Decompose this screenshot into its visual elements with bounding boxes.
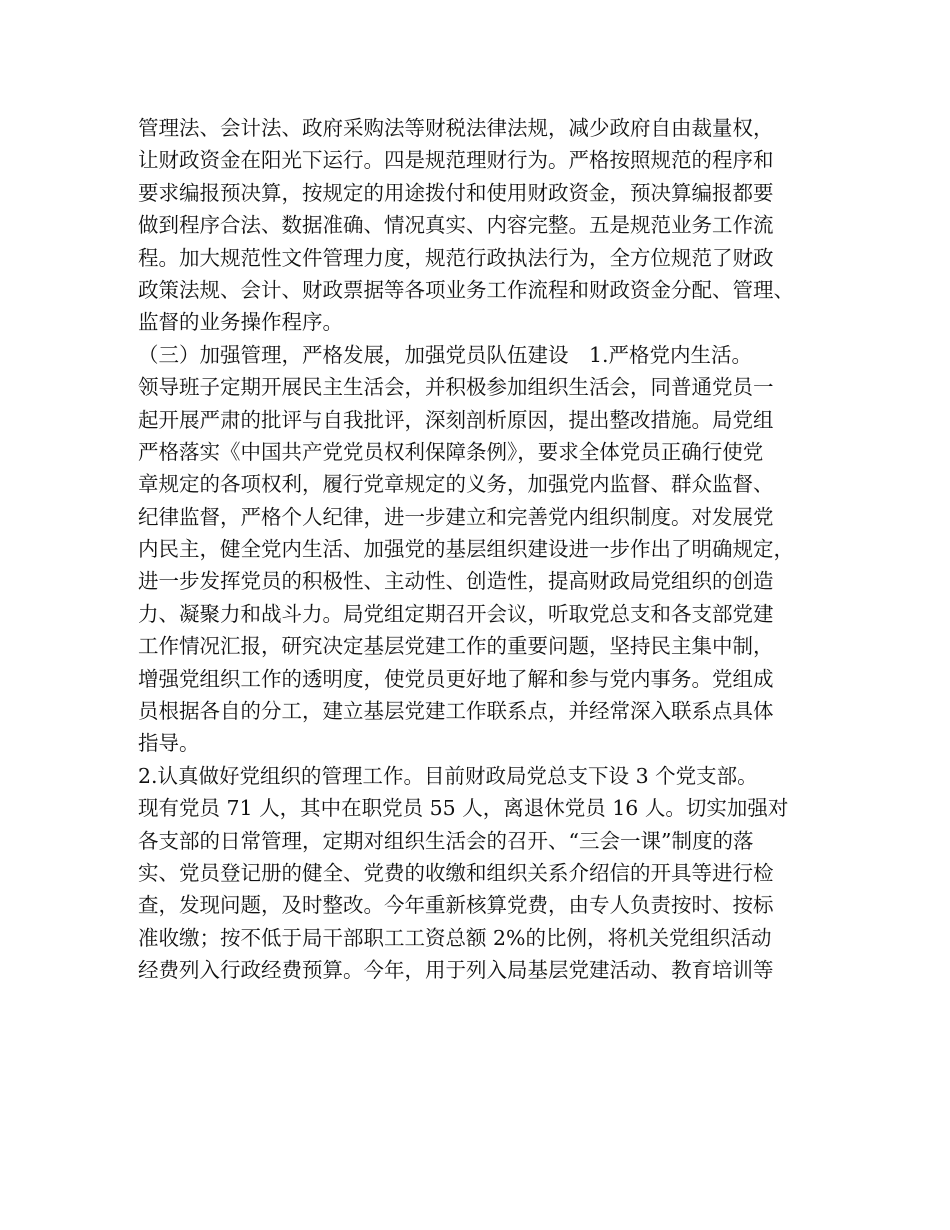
text-line: 让财政资金在阳光下运行。四是规范理财行为。严格按照规范的程序和 — [138, 148, 774, 173]
text-line: 做到程序合法、数据准确、情况真实、内容完整。五是规范业务工作流 — [138, 213, 774, 238]
text-line: 实、党员登记册的健全、党费的收缴和组织关系介绍信的开具等进行检 — [138, 860, 774, 885]
section-heading-line: （三）加强管理，严格发展，加强党员队伍建设 1.严格党内生活。 — [138, 342, 753, 367]
text-line: 经费列入行政经费预算。今年，用于列入局基层党建活动、教育培训等 — [138, 958, 774, 983]
text-line: 内民主，健全党内生活、加强党的基层组织建设进一步作出了明确规定， — [138, 537, 794, 562]
text-line: 现有党员 71 人，其中在职党员 55 人，离退休党员 16 人。切实加强对 — [138, 796, 789, 821]
text-line: 进一步发挥党员的积极性、主动性、创造性，提高财政局党组织的创造 — [138, 569, 774, 594]
text-line: 起开展严肃的批评与自我批评，深刻剖析原因，提出整改措施。局党组 — [138, 407, 774, 432]
text-line: 管理法、会计法、政府采购法等财税法律法规，减少政府自由裁量权， — [138, 116, 774, 140]
text-line: 各支部的日常管理，定期对组织生活会的召开、“三会一课”制度的落 — [138, 828, 754, 853]
text-line: 程。加大规范性文件管理力度，规范行政执法行为，全方位规范了财政 — [138, 245, 774, 270]
text-line: 政策法规、会计、财政票据等各项业务工作流程和财政资金分配、管理、 — [138, 277, 794, 302]
text-line: 准收缴；按不低于局干部职工工资总额 2%的比例，将机关党组织活动 — [138, 925, 772, 950]
text-line: 查，发现问题，及时整改。今年重新核算党费，由专人负责按时、按标 — [138, 893, 774, 918]
text-line: 要求编报预决算，按规定的用途拨付和使用财政资金，预决算编报都要 — [138, 180, 774, 205]
text-line: 力、凝聚力和战斗力。局党组定期召开会议，听取党总支和各支部党建 — [138, 601, 774, 626]
text-line: 工作情况汇报，研究决定基层党建工作的重要问题，坚持民主集中制， — [138, 634, 774, 659]
text-line: 2.认真做好党组织的管理工作。目前财政局党总支下设 3 个党支部。 — [138, 763, 758, 788]
body-text — [138, 112, 838, 987]
text-line: 增强党组织工作的透明度，使党员更好地了解和参与党内事务。党组成 — [138, 666, 774, 691]
text-line: 监督的业务操作程序。 — [138, 310, 343, 335]
text-line: 章规定的各项权利，履行党章规定的义务，加强党内监督、群众监督、 — [138, 472, 774, 497]
text-line: 领导班子定期开展民主生活会，并积极参加组织生活会，同普通党员一 — [138, 375, 774, 400]
text-line: 严格落实《中国共产党党员权利保障条例》，要求全体党员正确行使党 — [138, 439, 764, 464]
text-line: 纪律监督，严格个人纪律，进一步建立和完善党内组织制度。对发展党 — [138, 504, 774, 529]
text-line: 指导。 — [138, 731, 200, 756]
text-line: 员根据各自的分工，建立基层党建工作联系点，并经常深入联系点具体 — [138, 699, 774, 724]
